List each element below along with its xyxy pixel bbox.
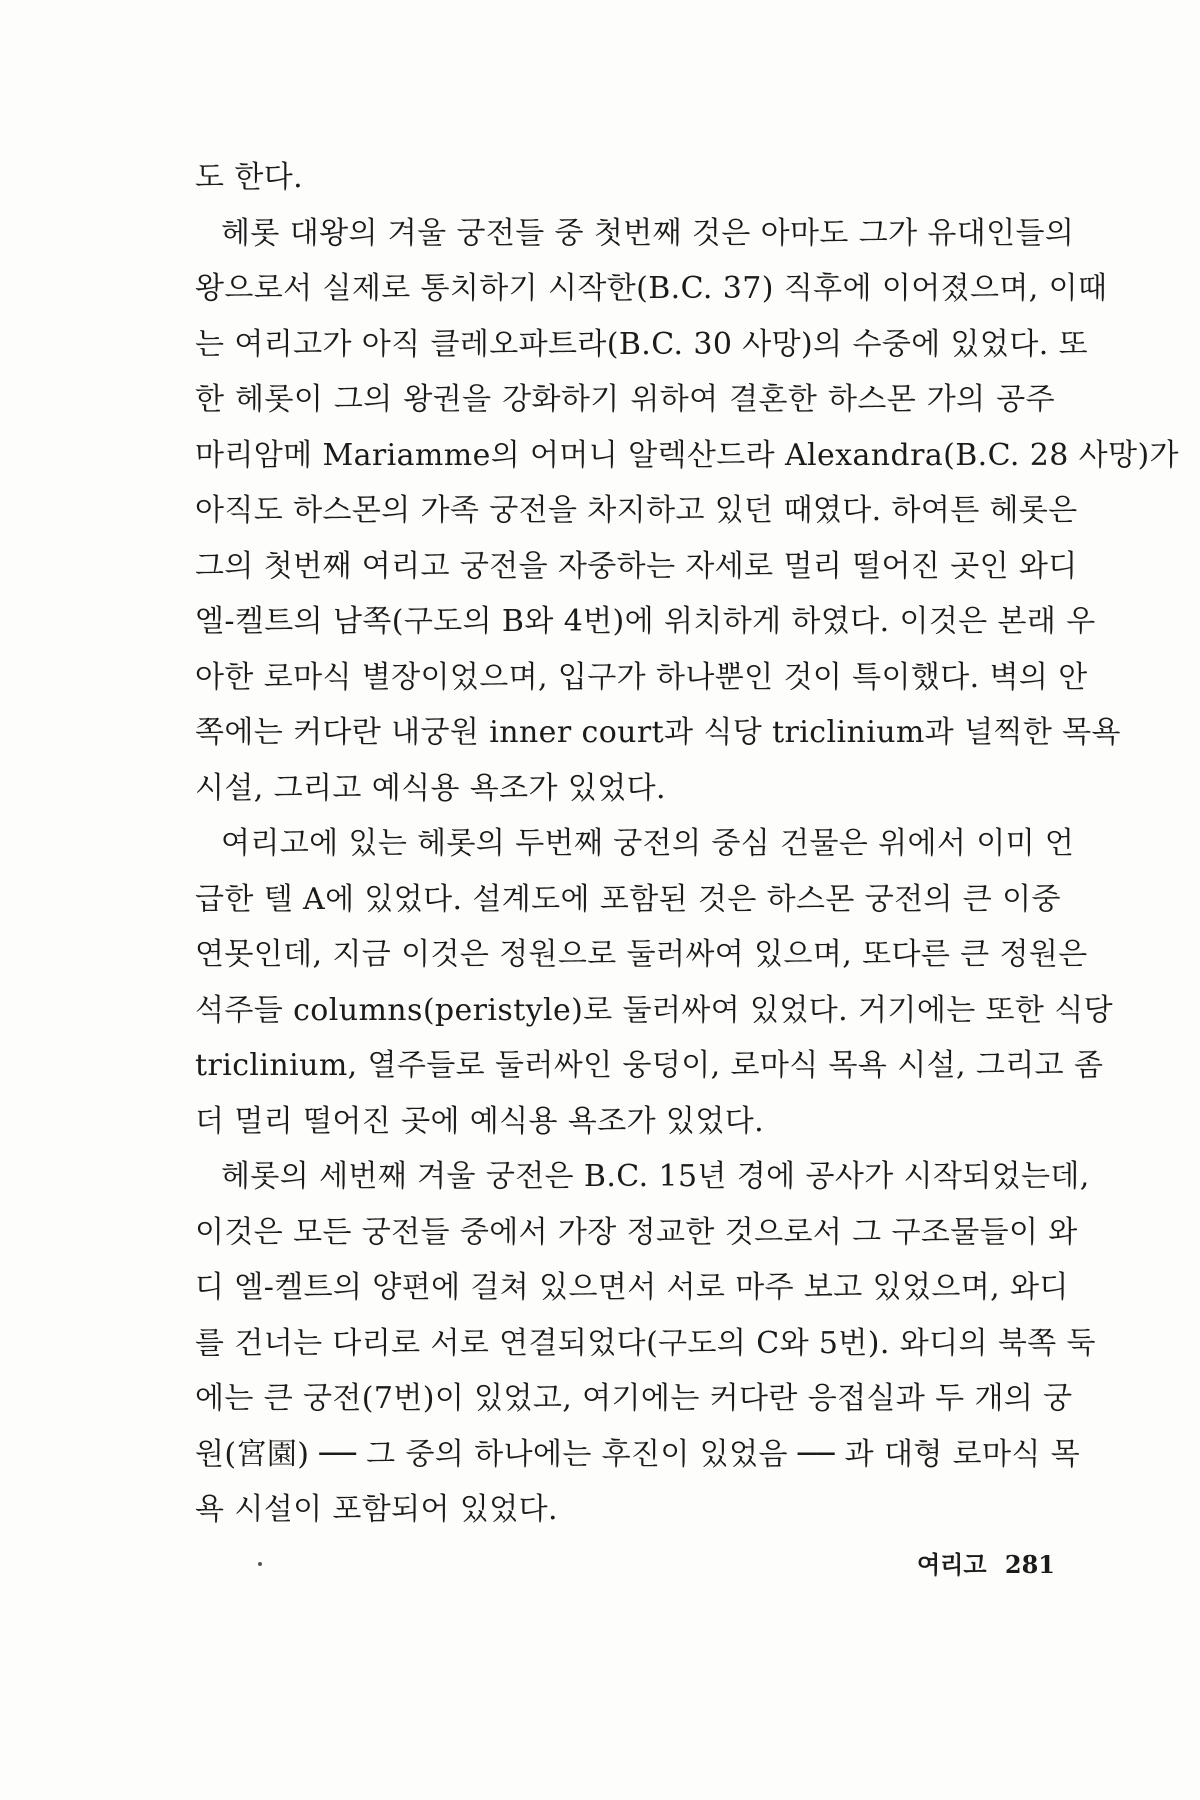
text-line: 엘-켈트의 남쪽(구도의 B와 4번)에 위치하게 하였다. 이것은 본래 우: [195, 604, 1096, 639]
text-line: 그의 첫번째 여리고 궁전을 자중하는 자세로 멀리 떨어진 곳인 와디: [195, 548, 1078, 584]
text-line: 이것은 모든 궁전들 중에서 가장 정교한 것으로서 그 구조물들이 와: [195, 1214, 1078, 1250]
text-line: 아직도 하스몬의 가족 궁전을 차지하고 있던 때였다. 하여튼 헤롯은: [195, 493, 1078, 528]
text-line: 아한 로마식 별장이었으며, 입구가 하나뿐인 것이 특이했다. 벽의 안: [195, 659, 1088, 695]
text-line: 쪽에는 커다란 내궁원 inner court과 식당 triclinium과 널찍한 목욕: [195, 715, 1121, 750]
text-line: 도 한다.: [195, 160, 304, 195]
page-footer: [917, 1545, 1055, 1580]
text-line: 는 여리고가 아직 클레오파트라(B.C. 30 사망)의 수중에 있었다. 또: [195, 326, 1088, 362]
text-line: 시설, 그리고 예식용 욕조가 있었다.: [195, 770, 666, 806]
text-line: 에는 큰 궁전(7번)이 있었고, 여기에는 커다란 응접실과 두 개의 궁: [195, 1381, 1073, 1416]
text-line: 디 엘-켈트의 양편에 걸쳐 있으면서 서로 마주 보고 있었으며, 와디: [195, 1270, 1069, 1305]
text-line: 헤롯 대왕의 겨울 궁전들 중 첫번째 것은 아마도 그가 유대인들의: [221, 215, 1075, 251]
text-line: 석주들 columns(peristyle)로 둘러싸여 있었다. 거기에는 또한 식당: [195, 992, 1113, 1028]
text-line: 연못인데, 지금 이것은 정원으로 둘러싸여 있으며, 또다른 큰 정원은: [195, 937, 1088, 972]
text-line: 욕 시설이 포함되어 있었다.: [195, 1492, 558, 1527]
text-line: 원(宮園) ── 그 중의 하나에는 후진이 있었음 ── 과 대형 로마식 목: [195, 1436, 1081, 1472]
text-line: 왕으로서 실제로 통치하기 시작한(B.C. 37) 직후에 이어졌으며, 이때: [195, 271, 1108, 306]
text-line: 한 헤롯이 그의 왕권을 강화하기 위하여 결혼한 하스몬 가의 공주: [195, 382, 1055, 417]
text-line: 헤롯의 세번째 겨울 궁전은 B.C. 15년 경에 공사가 시작되었는데,: [221, 1159, 1090, 1194]
text-line: triclinium, 열주들로 둘러싸인 웅덩이, 로마식 목욕 시설, 그리고 좀: [195, 1048, 1104, 1083]
text-line: 마리암메 Mariamme의 어머니 알렉산드라 Alexandra(B.C. 28 사망)가: [195, 437, 1179, 473]
stray-dot: [258, 1562, 262, 1566]
text-line: 여리고에 있는 헤롯의 두번째 궁전의 중심 건물은 위에서 이미 언: [221, 826, 1075, 861]
text-line: 급한 텔 A에 있었다. 설계도에 포함된 것은 하스몬 궁전의 큰 이중: [195, 881, 1061, 917]
page-number: 281: [1004, 1550, 1055, 1579]
body-text: [195, 150, 1179, 1538]
text-line: 더 멀리 떨어진 곳에 예식용 욕조가 있었다.: [195, 1103, 765, 1139]
text-line: 를 건너는 다리로 서로 연결되었다(구도의 C와 5번). 와디의 북쪽 둑: [195, 1325, 1096, 1361]
running-head: 여리고: [916, 1550, 987, 1579]
